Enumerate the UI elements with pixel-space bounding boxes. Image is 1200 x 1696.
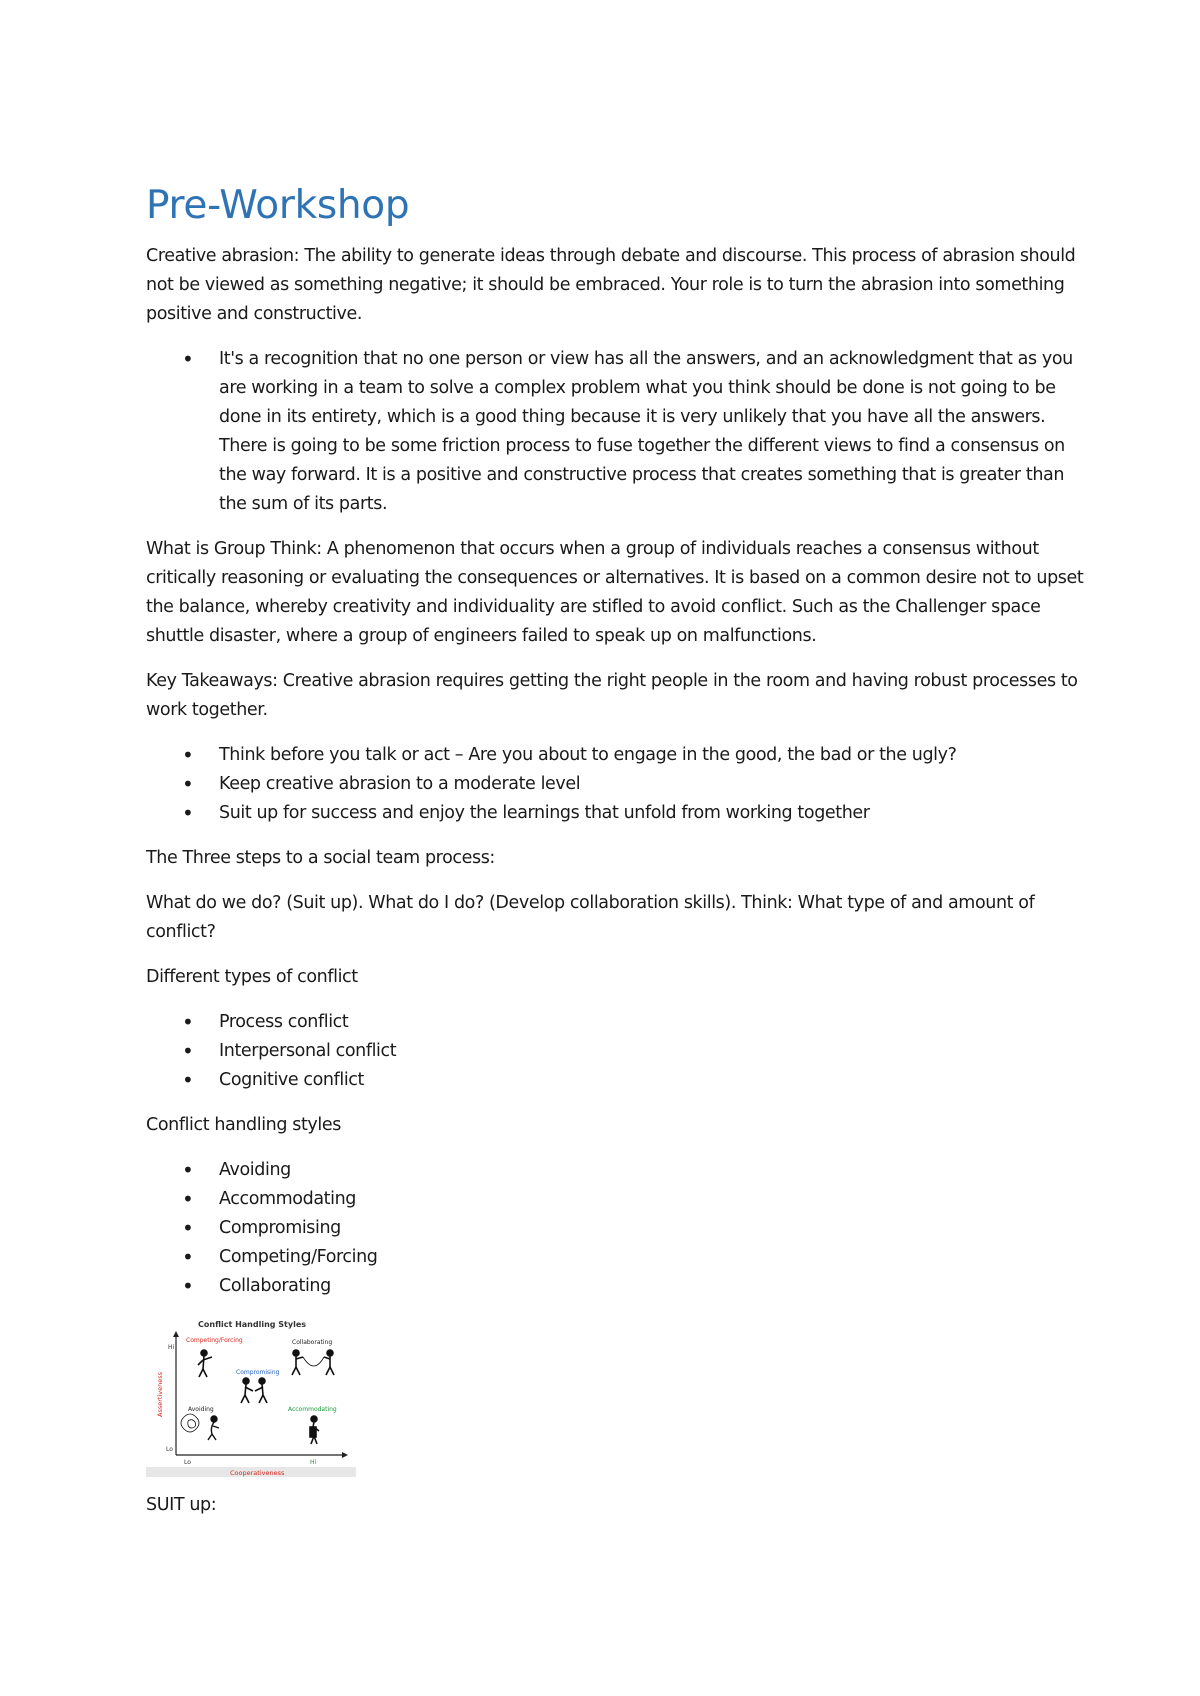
avoiding-label: Avoiding [188, 1406, 214, 1413]
key-takeaways-paragraph: Key Takeaways: Creative abrasion requires getting the right people in the room and having robust processes to work together. [146, 671, 1078, 720]
accommodating-label: Accommodating [288, 1406, 337, 1413]
y-axis-low: Lo [166, 1446, 173, 1453]
competing-label: Competing/Forcing [186, 1337, 243, 1344]
y-axis-label: Assertiveness [156, 1372, 164, 1417]
recognition-list [146, 345, 1086, 519]
three-steps-paragraph: The Three steps to a social team process: [146, 848, 495, 868]
list-item: • Cognitive conflict [146, 1066, 1086, 1095]
list-item: • Collaborating [146, 1272, 1086, 1301]
group-think-paragraph: What is Group Think: A phenomenon that occurs when a group of individuals reaches a consensus without critically reasoning or evaluating the consequences or alternatives. It is based on a common desire not to upset the balance, whereby creativity and individuality are stifled to avoid conflict. Such as the Challenger space shuttle disaster, where a group of engineers failed to speak up on malfunctions. [146, 539, 1084, 646]
takeaway-list [146, 741, 1086, 828]
list-item: • Suit up for success and enjoy the learnings that unfold from working together [146, 799, 1086, 828]
y-axis-high: Hi [168, 1344, 175, 1351]
list-item: • Keep creative abrasion to a moderate level [146, 770, 1086, 799]
list-item: • Interpersonal conflict [146, 1037, 1086, 1066]
list-item: • It's a recognition that no one person or view has all the answers, and an acknowledgment that as you are working in a team to solve a complex problem what you think should be done is not going to be done in its entirety, which is a good thing because it is very unlikely that you have all the answers. There is going to be some friction process to fuse together the different views to find a consensus on the way forward. It is a positive and constructive process that creates something that is greater than the sum of its parts. [146, 345, 1086, 519]
conflict-types-heading: Different types of conflict [146, 967, 358, 987]
list-item: • Think before you talk or act – Are you about to engage in the good, the bad or the ugly? [146, 741, 1086, 770]
x-axis-low: Lo [184, 1459, 191, 1466]
compromising-label: Compromising [236, 1369, 280, 1376]
list-item: • Competing/Forcing [146, 1243, 1086, 1272]
document-page [146, 182, 1086, 1536]
list-item: • Avoiding [146, 1156, 1086, 1185]
conflict-types-list [146, 1008, 1086, 1095]
page-title: Pre-Workshop [146, 183, 410, 228]
suit-up-paragraph: SUIT up: [146, 1495, 217, 1515]
handling-styles-heading: Conflict handling styles [146, 1115, 341, 1135]
collaborating-label: Collaborating [292, 1339, 333, 1346]
list-item: • Process conflict [146, 1008, 1086, 1037]
conflict-handling-diagram [146, 1317, 356, 1479]
x-axis-high: Hi [310, 1459, 317, 1466]
diagram-title: Conflict Handling Styles [198, 1320, 307, 1329]
x-axis-label: Cooperativeness [230, 1469, 285, 1477]
handling-styles-list [146, 1156, 1086, 1301]
list-item: • Accommodating [146, 1185, 1086, 1214]
creative-abrasion-paragraph: Creative abrasion: The ability to generate ideas through debate and discourse. This process of abrasion should not be viewed as something negative; it should be embraced. Your role is to turn the abrasion into something positive and constructive. [146, 246, 1076, 324]
list-item: • Compromising [146, 1214, 1086, 1243]
what-do-we-do-paragraph: What do we do? (Suit up). What do I do? (Develop collaboration skills). Think: What type of and amount of conflict? [146, 893, 1035, 942]
